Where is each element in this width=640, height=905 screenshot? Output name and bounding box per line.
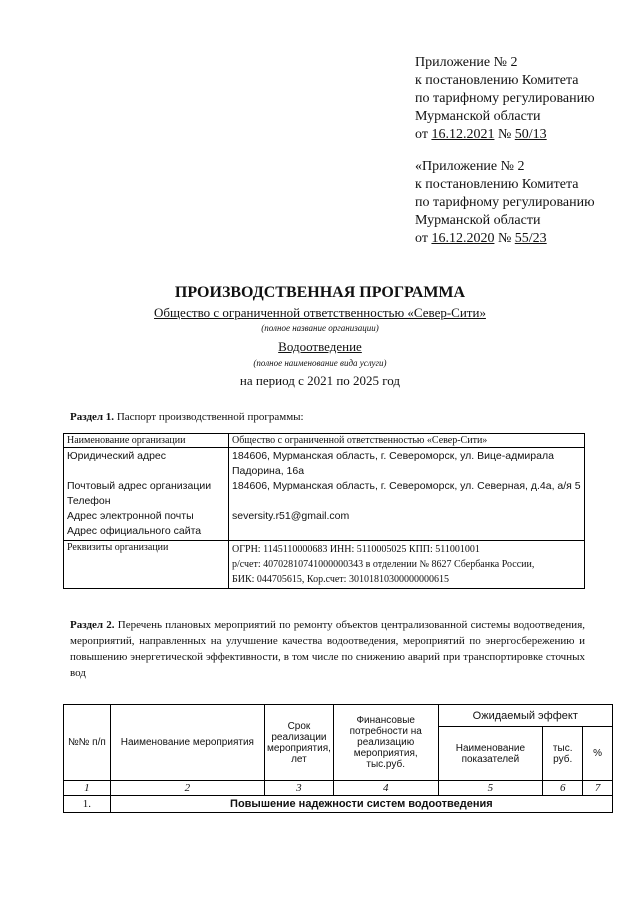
col-num: 5 xyxy=(438,781,543,796)
row-num: 1. xyxy=(64,796,111,813)
service-name: Водоотведение xyxy=(278,339,362,354)
header-rub: тыс. руб. xyxy=(543,727,583,781)
header-num: №№ п/п xyxy=(64,705,111,781)
section1-label: Раздел 1. xyxy=(70,411,115,423)
passport-value-group xyxy=(229,541,585,589)
number-prefix: № xyxy=(494,231,515,246)
passport-table xyxy=(63,433,585,589)
service-caption: (полное наименование вида услуги) xyxy=(253,358,387,368)
appendix-line: по тарифному регулированию xyxy=(415,195,595,210)
number-prefix: № xyxy=(494,127,515,142)
section2-text xyxy=(70,617,585,681)
requisites-line: БИК: 044705615, Кор.счет: 30101810300000000615 xyxy=(232,574,449,585)
section2-body: Перечень плановых мероприятий по ремонту объектов централизованной системы водоотведения, мероприятий, направленных на улучшение качества водоотведения, мероприятий по энергосбережению и повышению энергетической эффективности, в том числе по снижению аварий при транспортировке сточных вод xyxy=(70,619,585,679)
section1-heading xyxy=(70,411,304,423)
appendix-line: к постановлению Комитета xyxy=(415,177,579,192)
org-name: Общество с ограниченной ответственностью «Север-Сити» xyxy=(154,305,486,320)
appendix-line: по тарифному регулированию xyxy=(415,91,595,106)
requisites-line: р/счет: 40702810741000000343 в отделении № 8627 Сбербанка России, xyxy=(232,559,535,570)
header-term: Срок реализации мероприятия, лет xyxy=(264,705,333,781)
plan-row xyxy=(64,796,613,813)
passport-row xyxy=(64,541,585,589)
plan-table xyxy=(63,704,613,813)
col-num: 7 xyxy=(583,781,613,796)
col-num: 6 xyxy=(543,781,583,796)
appendix-current xyxy=(415,54,595,144)
passport-value-group xyxy=(229,448,585,541)
header-name: Наименование мероприятия xyxy=(110,705,264,781)
passport-key: Адрес электронной почты xyxy=(67,510,194,522)
appendix-number: 50/13 xyxy=(514,127,547,142)
period: на период с 2021 по 2025 год xyxy=(239,373,401,388)
passport-value: seversity.r51@gmail.com xyxy=(232,510,350,522)
plan-header-row xyxy=(64,705,613,727)
passport-key: Телефон xyxy=(67,495,111,507)
appendix-number: 55/23 xyxy=(514,231,547,246)
appendix-line: Приложение № 2 xyxy=(415,55,518,70)
passport-key: Наименование организации xyxy=(64,434,229,448)
page-title: ПРОИЗВОДСТВЕННАЯ ПРОГРАММА xyxy=(174,284,466,301)
appendix-line: Мурманской области xyxy=(415,109,541,124)
date-prefix: от xyxy=(415,127,432,142)
col-num: 1 xyxy=(64,781,111,796)
passport-key-group xyxy=(64,448,229,541)
date-prefix: от xyxy=(415,231,432,246)
passport-value: 184606, Мурманская область, г. Североморск, ул. Вице-адмирала Падорина, 16а xyxy=(232,450,554,477)
appendix-date: 16.12.2020 xyxy=(431,231,495,246)
plan-colnum-row xyxy=(64,781,613,796)
passport-key: Адрес официального сайта xyxy=(67,525,202,537)
section2-label: Раздел 2. xyxy=(70,619,115,631)
col-num: 4 xyxy=(333,781,438,796)
org-caption: (полное название организации) xyxy=(261,323,379,333)
col-num: 2 xyxy=(110,781,264,796)
passport-key: Юридический адрес xyxy=(67,450,167,462)
passport-key: Реквизиты организации xyxy=(64,541,229,589)
header-finance: Финансовые потребности на реализацию мероприятия, тыс.руб. xyxy=(333,705,438,781)
col-num: 3 xyxy=(264,781,333,796)
passport-row xyxy=(64,448,585,541)
requisites-line: ОГРН: 1145110000683 ИНН: 5110005025 КПП: 511001001 xyxy=(232,544,480,555)
row-section-title: Повышение надежности систем водоотведения xyxy=(110,796,612,813)
appendix-line: Мурманской области xyxy=(415,213,541,228)
appendix-date-line xyxy=(415,230,595,248)
header-indicators: Наименование показателей xyxy=(438,727,543,781)
appendix-line: «Приложение № 2 xyxy=(415,159,525,174)
section1-text: Паспорт производственной программы: xyxy=(116,411,304,423)
passport-value: Общество с ограниченной ответственностью «Север-Сити» xyxy=(229,434,585,448)
appendix-date: 16.12.2021 xyxy=(431,127,495,142)
passport-row xyxy=(64,434,585,448)
appendix-previous xyxy=(415,158,595,248)
header-pct: % xyxy=(583,727,613,781)
appendix-date-line xyxy=(415,126,595,144)
header-effect: Ожидаемый эффект xyxy=(438,705,612,727)
passport-value: 184606, Мурманская область, г. Североморск, ул. Северная, д.4а, а/я 5 xyxy=(232,480,581,492)
appendix-line: к постановлению Комитета xyxy=(415,73,579,88)
passport-key: Почтовый адрес организации xyxy=(67,480,212,492)
